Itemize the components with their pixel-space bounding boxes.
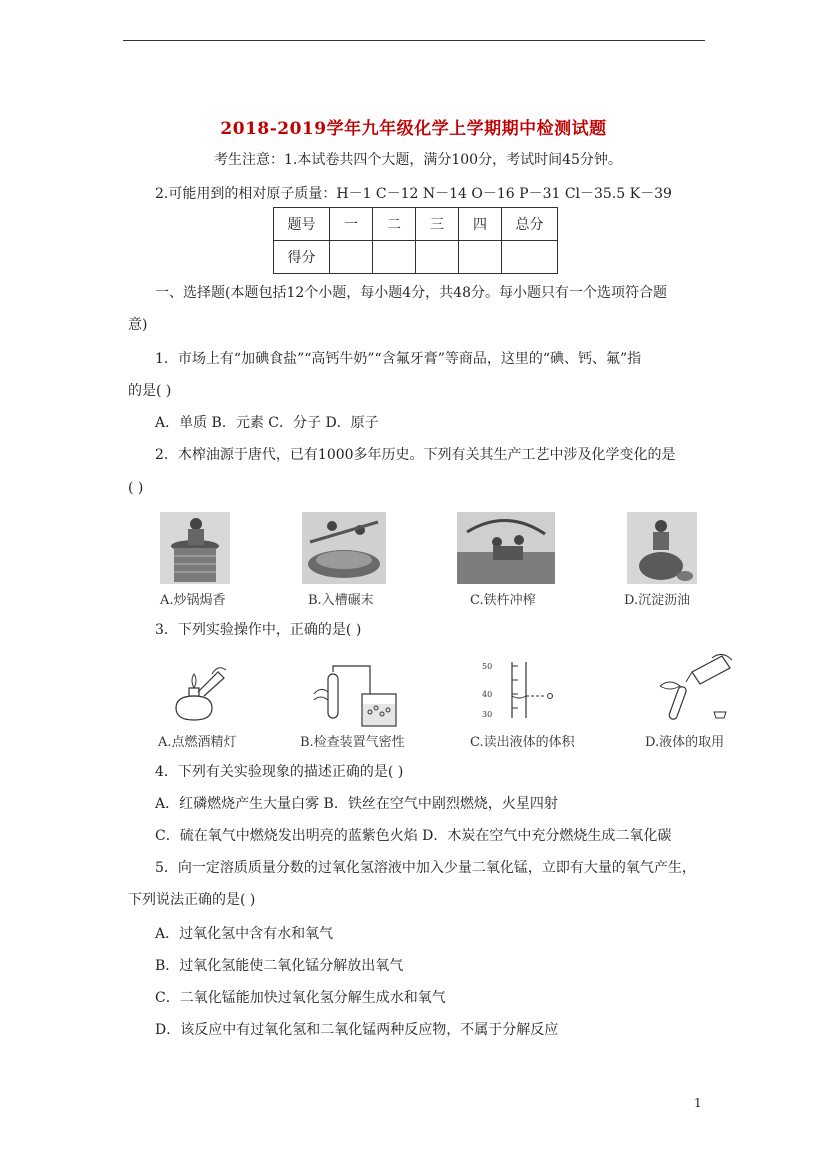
- score-table-header: 题号: [274, 208, 330, 241]
- airtightness-apparatus-drawing: [310, 664, 400, 730]
- score-table-header: 三: [416, 208, 459, 241]
- q2-caption-c: C.铁杵冲榨: [470, 593, 536, 608]
- q4-options-2: C．硫在氧气中燃烧发出明亮的蓝紫色火焰 D．木炭在空气中充分燃烧生成二氧化碳: [155, 828, 672, 844]
- q3-caption-d: D.液体的取用: [645, 735, 725, 750]
- exam-note-2: 2.可能用到的相对原子质量：H－1 C－12 N－14 O－16 P－31 Cl－35.5 K－39: [155, 186, 672, 202]
- stir-fry-photo: [160, 512, 230, 584]
- q2-stem-cont: ( ): [128, 480, 144, 496]
- q5-stem: 5．向一定溶质质量分数的过氧化氢溶液中加入少量二氧化锰，立即有大量的氧气产生，: [155, 860, 696, 876]
- section1-heading-cont: 意): [128, 317, 148, 333]
- score-table-header: 总分: [502, 208, 558, 241]
- score-table-header: 二: [373, 208, 416, 241]
- q5-option-c: C．二氧化锰能加快过氧化氢分解生成水和氧气: [155, 990, 446, 1006]
- liquid-pouring-drawing: [652, 652, 738, 724]
- q3-stem: 3．下列实验操作中，正确的是( ): [155, 622, 362, 638]
- q4-options-1: A．红磷燃烧产生大量白雾 B．铁丝在空气中剧烈燃烧，火星四射: [155, 796, 558, 812]
- pressing-photo: [457, 512, 555, 584]
- q4-stem: 4．下列有关实验现象的描述正确的是( ): [155, 764, 404, 780]
- q2-caption-b: B.入槽碾末: [308, 593, 374, 608]
- q3-caption-c: C.读出液体的体积: [470, 735, 575, 750]
- q2-stem: 2．木榨油源于唐代，已有1000多年历史。下列有关其生产工艺中涉及化学变化的是: [155, 447, 676, 463]
- grinding-photo: [302, 512, 386, 584]
- settling-photo: [627, 512, 697, 584]
- score-row-label: 得分: [274, 241, 330, 274]
- score-table-header: 一: [330, 208, 373, 241]
- score-table-header-row: [274, 208, 558, 241]
- page-number: 1: [694, 1096, 702, 1110]
- q5-option-b: B．过氧化氢能使二氧化锰分解放出氧气: [155, 958, 404, 974]
- alcohol-lamp-drawing: [168, 662, 228, 728]
- cylinder-tick-50: 50: [482, 662, 493, 671]
- score-cell[interactable]: [416, 241, 459, 274]
- q3-caption-b: B.检查装置气密性: [300, 735, 405, 750]
- score-table-row: [274, 241, 558, 274]
- q5-option-a: A．过氧化氢中含有水和氧气: [155, 926, 334, 942]
- score-cell[interactable]: [330, 241, 373, 274]
- score-cell[interactable]: [459, 241, 502, 274]
- header-rule: [123, 40, 705, 41]
- score-table: [273, 207, 558, 274]
- graduated-cylinder-drawing: [494, 660, 558, 722]
- page-title: 2018-2019学年九年级化学上学期期中检测试题: [220, 119, 607, 139]
- section1-heading: 一、选择题(本题包括12个小题，每小题4分，共48分。每小题只有一个选项符合题: [155, 285, 667, 301]
- q1-options: A．单质 B．元素 C．分子 D．原子: [155, 415, 379, 431]
- q5-option-d: D．该反应中有过氧化氢和二氧化锰两种反应物，不属于分解反应: [155, 1022, 559, 1038]
- cylinder-tick-40: 40: [482, 690, 493, 699]
- q2-caption-d: D.沉淀沥油: [624, 593, 691, 608]
- cylinder-tick-30: 30: [482, 710, 493, 719]
- q2-caption-a: A.炒锅焗香: [160, 593, 226, 608]
- score-cell[interactable]: [502, 241, 558, 274]
- score-table-header: 四: [459, 208, 502, 241]
- q5-stem-cont: 下列说法正确的是( ): [128, 892, 256, 908]
- q1-stem-cont: 的是( ): [128, 383, 172, 399]
- q1-stem: 1．市场上有“加碘食盐”“高钙牛奶”“含氟牙膏”等商品，这里的“碘、钙、氟”指: [155, 351, 642, 367]
- exam-note-1: 考生注意：1.本试卷共四个大题，满分100分，考试时间45分钟。: [214, 152, 622, 168]
- score-cell[interactable]: [373, 241, 416, 274]
- q3-caption-a: A.点燃酒精灯: [158, 735, 237, 750]
